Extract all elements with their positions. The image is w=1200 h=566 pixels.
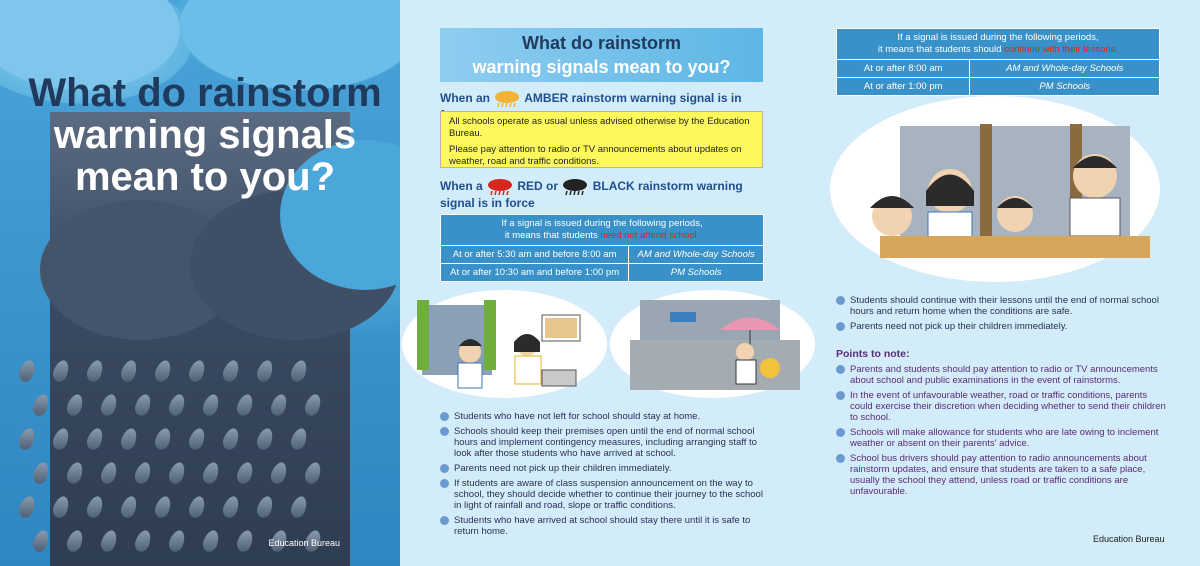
continue-lessons-table	[836, 28, 1160, 96]
list-item	[440, 515, 770, 537]
bullet-icon	[440, 412, 449, 421]
title-banner	[440, 28, 763, 82]
cover-panel	[0, 0, 400, 566]
home-scene-illustration	[402, 290, 607, 398]
raindrop-icon	[31, 460, 52, 485]
table-header-highlight: continue with their lessons.	[1004, 44, 1119, 55]
cover-title	[20, 72, 390, 198]
cover-title-line: What do rainstorm	[28, 71, 382, 115]
raindrop-icon	[17, 494, 38, 519]
amber-info-box	[440, 111, 763, 168]
bullet-icon	[836, 296, 845, 305]
list-item-text: Parents and students should pay attention to radio or TV announcements about school and public examinations in the event of rainstorms.	[850, 364, 1158, 386]
list-item-text: School bus drivers should pay attention to radio announcements about rainstorm updates, and ensure that students are taken to a safe place, usually the school they attend, unless road or traffic conditions are unfavourable.	[850, 453, 1147, 497]
list-item	[440, 411, 770, 422]
list-item-text: In the event of unfavourable weather, road or traffic conditions, parents could exercise their discretion when deciding whether to send their children to school.	[850, 390, 1166, 423]
right-panel	[820, 0, 1200, 566]
amber-heading-post: AMBER rainstorm warning signal is in	[524, 91, 742, 106]
list-item	[836, 390, 1166, 423]
table-cell-period: At or after 1:00 pm	[837, 78, 970, 96]
amber-heading-pre: When an	[440, 91, 490, 106]
table-cell-schools: PM Schools	[970, 78, 1160, 96]
table-header-text: If a signal is issued during the following periods,	[897, 32, 1099, 43]
list-item	[440, 478, 770, 511]
list-item-text: Parents need not pick up their children immediately.	[454, 463, 672, 474]
red-rain-cloud-icon	[486, 178, 514, 196]
cover-footer: Education Bureau	[268, 538, 340, 548]
red-black-heading	[440, 178, 770, 211]
table-cell-schools: PM Schools	[629, 264, 764, 282]
banner-line: What do rainstorm	[521, 33, 681, 53]
amber-para: Please pay attention to radio or TV announcements about updates on weather, road and traffic conditions.	[449, 144, 742, 167]
continue-bullets	[836, 295, 1166, 336]
table-cell-period: At or after 5:30 am and before 8:00 am	[441, 246, 629, 264]
banner-line: warning signals mean to you?	[472, 57, 731, 77]
list-item	[836, 453, 1166, 497]
raindrop-icon	[31, 392, 52, 417]
table-header-text: it means that students should	[877, 44, 1002, 55]
list-item	[836, 321, 1166, 332]
bullet-icon	[440, 479, 449, 488]
table-row	[837, 60, 1160, 78]
red-black-heading-red: RED or	[517, 179, 559, 194]
not-attend-table-header	[441, 215, 764, 246]
list-item-text: Schools should keep their premises open until the end of normal school hours and implement contingency measures, including arranging staff to look after those students who have arrived at school.	[454, 426, 757, 459]
bullet-icon	[836, 322, 845, 331]
page-footer: Education Bureau	[1093, 534, 1165, 544]
list-item-text: Parents need not pick up their children immediately.	[850, 321, 1068, 332]
list-item	[440, 463, 770, 474]
cover-title-line: warning signals	[53, 113, 357, 157]
points-title: Points to note:	[836, 348, 910, 360]
points-bullets	[836, 364, 1166, 501]
list-item-text: Schools will make allowance for students who are late owing to inclement weather or absent on their parents' advice.	[850, 427, 1159, 449]
table-header-text: If a signal is issued during the following periods,	[501, 218, 703, 229]
raindrop-icon	[17, 426, 38, 451]
table-header-highlight: need not attend school.	[600, 230, 700, 241]
red-black-heading-line2: signal is in force	[440, 196, 535, 210]
black-rain-cloud-icon	[561, 178, 589, 196]
street-scene-illustration	[610, 290, 815, 398]
table-cell-period: At or after 10:30 am and before 1:00 pm	[441, 264, 629, 282]
table-row	[837, 78, 1160, 96]
list-item	[836, 427, 1166, 449]
list-item-text: If students are aware of class suspension announcement on the way to school, they should decide whether to continue their journey to the school in light of rainfall and road, slope or traffic conditions.	[454, 478, 763, 511]
continue-table-header	[837, 29, 1160, 60]
table-row	[441, 246, 764, 264]
bullet-icon	[836, 454, 845, 463]
table-cell-schools: AM and Whole-day Schools	[629, 246, 764, 264]
red-black-heading-pre: When a	[440, 179, 483, 194]
table-row	[441, 264, 764, 282]
list-item	[836, 364, 1166, 386]
table-header-text: it means that students	[504, 230, 598, 241]
red-black-heading-post: BLACK rainstorm warning	[592, 179, 743, 194]
bullet-icon	[440, 427, 449, 436]
bullet-icon	[440, 516, 449, 525]
bullet-icon	[836, 428, 845, 437]
table-cell-schools: AM and Whole-day Schools	[970, 60, 1160, 78]
table-cell-period: At or after 8:00 am	[837, 60, 970, 78]
middle-panel	[400, 0, 820, 566]
classroom-illustration	[830, 96, 1160, 282]
raindrop-icon	[17, 358, 38, 383]
amber-para: All schools operate as usual unless advised otherwise by the Education Bureau.	[449, 116, 750, 139]
list-item-text: Students who have not left for school should stay at home.	[454, 411, 701, 422]
raindrop-icon	[31, 528, 52, 553]
bullet-icon	[836, 365, 845, 374]
list-item-text: Students should continue with their lessons until the end of normal school hours and return home when the conditions are safe.	[850, 295, 1159, 317]
not-attend-table	[440, 214, 764, 282]
list-item	[440, 426, 770, 459]
list-item-text: Students who have arrived at school should stay there until it is safe to return home.	[454, 515, 751, 537]
bullet-icon	[836, 391, 845, 400]
amber-rain-cloud-icon	[493, 90, 521, 108]
cover-title-line: mean to you?	[74, 155, 336, 199]
list-item	[836, 295, 1166, 317]
red-black-bullets	[440, 411, 770, 541]
bullet-icon	[440, 464, 449, 473]
